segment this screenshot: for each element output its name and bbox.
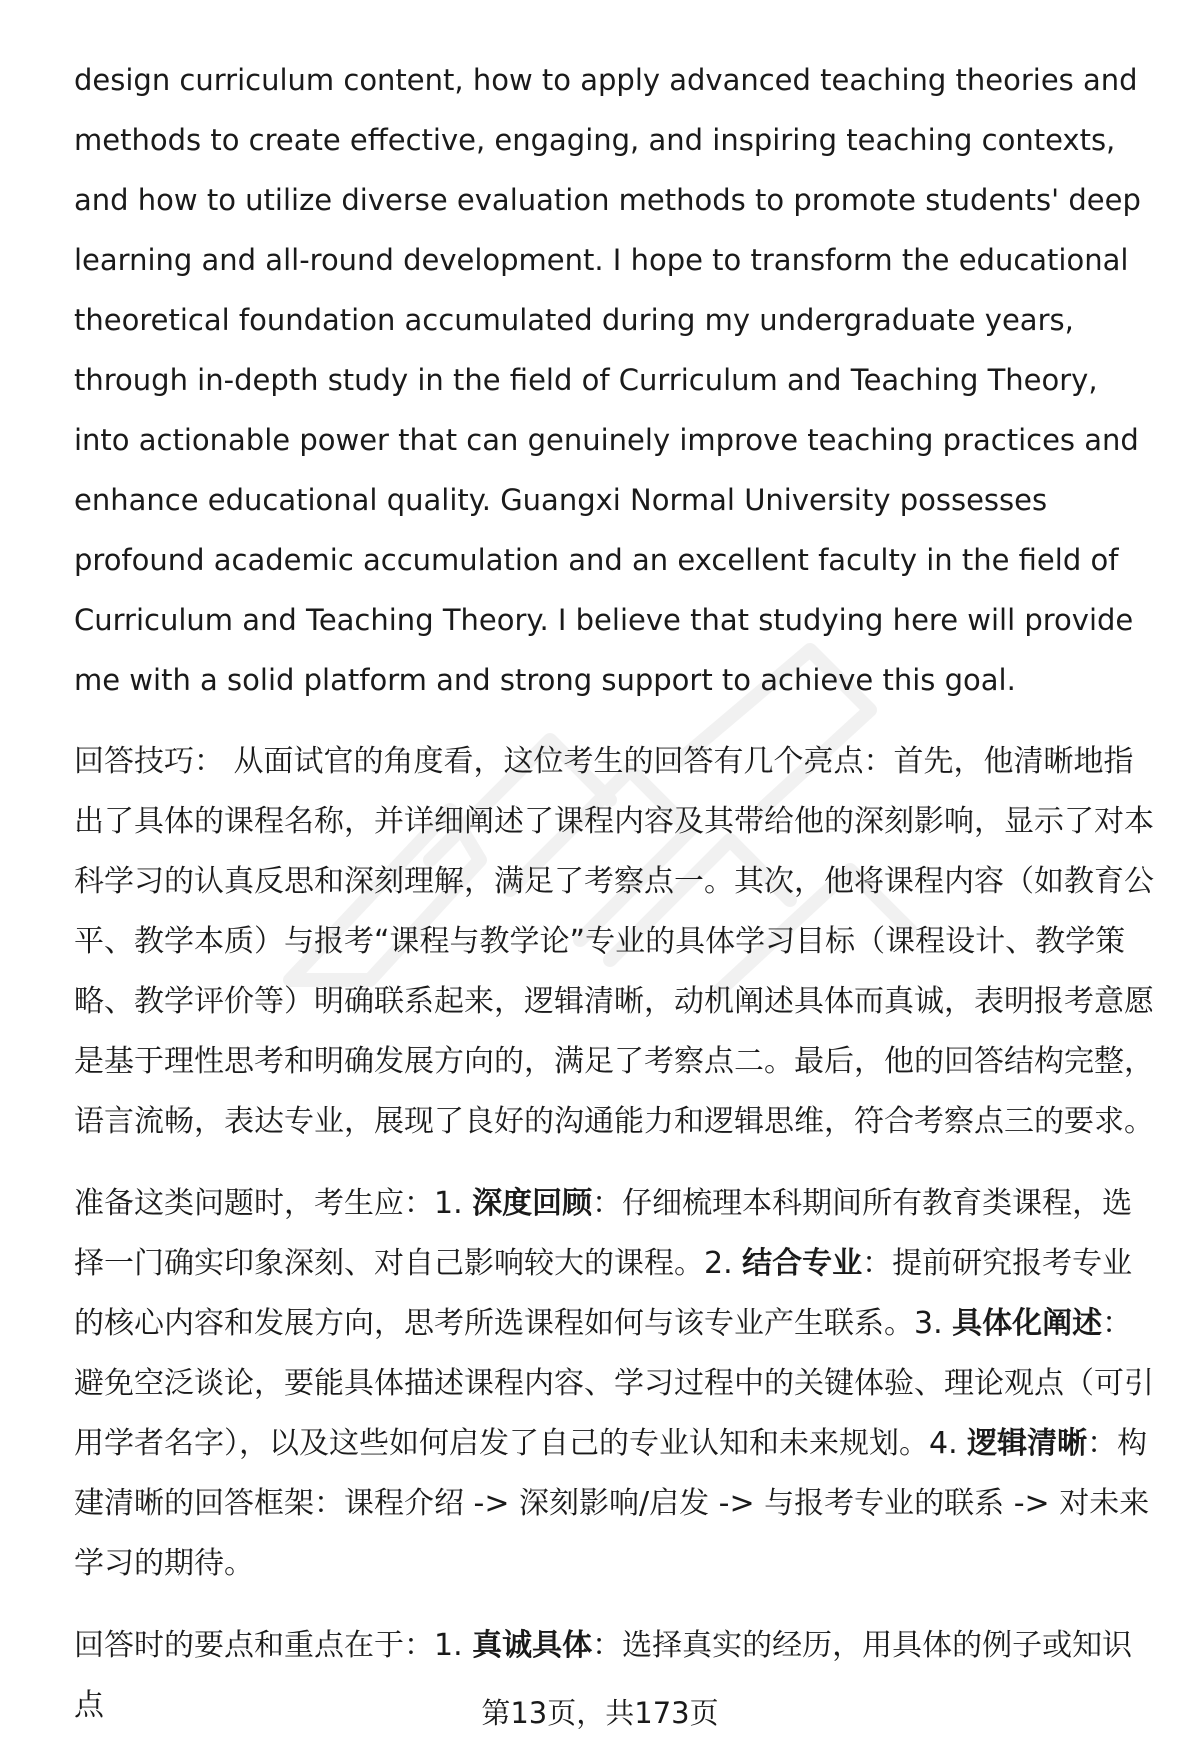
point-deep-review: 深度回顾 bbox=[472, 1186, 593, 1221]
document-page bbox=[74, 50, 1154, 1736]
point-clear-logic-text: ：构建清晰的回答框架：课程介绍 -> 深刻影响/启发 -> 与报考专业的联系 -> 对未来学习的期待。 bbox=[74, 1426, 1150, 1581]
point-combine-major: 结合专业 bbox=[742, 1246, 863, 1281]
english-paragraph: design curriculum content, how to apply advanced teaching theories and methods to create effective, engaging, and inspiring teaching contexts, and how to utilize diverse evaluation methods to promote students' deep learning and all-round development. I hope to transform the educational theoretical foundation accumulated during my undergraduate years, through in-depth study in the field of Curriculum and Teaching Theory, into actionable power that can genuinely improve teaching practices and enhance educational quality. Guangxi Normal University possesses profound academic accumulation and an excellent faculty in the field of Curriculum and Teaching Theory. I believe that studying here will provide me with a solid platform and strong support to achieve this goal. bbox=[74, 63, 1141, 697]
point-concrete-elaboration: 具体化阐述 bbox=[952, 1306, 1103, 1341]
point-concrete-elaboration-text: ：避免空泛谈论，要能具体描述课程内容、学习过程中的关键体验、理论观点（可引用学者名字），以及这些如何启发了自己的专业认知和未来规划。4. bbox=[74, 1306, 1154, 1461]
point-combine-major-text: ：提前研究报考专业的核心内容和发展方向，思考所选课程如何与该专业产生联系。3. bbox=[74, 1246, 1133, 1341]
page-footer: 第13页，共173页 bbox=[481, 1696, 719, 1730]
point-deep-review-text: ：仔细梳理本科期间所有教育类课程，选择一门确实印象深刻、对自己影响较大的课程。2. bbox=[74, 1186, 1133, 1281]
point-sincere-concrete-text: ：选择真实的经历，用具体的例子或知识点 bbox=[74, 1628, 1133, 1723]
preparation-intro: 准备这类问题时，考生应：1. bbox=[74, 1186, 473, 1221]
preparation-paragraph bbox=[74, 1174, 1154, 1594]
key-points-intro: 回答时的要点和重点在于：1. bbox=[74, 1628, 473, 1663]
point-sincere-concrete: 真诚具体 bbox=[472, 1628, 593, 1663]
answer-tips-paragraph: 回答技巧： 从面试官的角度看，这位考生的回答有几个亮点：首先，他清晰地指出了具体的课程名称，并详细阐述了课程内容及其带给他的深刻影响，显示了对本科学习的认真反思和深刻理解，满足了考察点一。其次，他将课程内容（如教育公平、教学本质）与报考“课程与教学论”专业的具体学习目标（课程设计、教学策略、教学评价等）明确联系起来，逻辑清晰，动机阐述具体而真诚，表明报考意愿是基于理性思考和明确发展方向的，满足了考察点二。最后，他的回答结构完整，语言流畅，表达专业，展现了良好的沟通能力和逻辑思维，符合考察点三的要求。 bbox=[74, 744, 1154, 1139]
point-clear-logic: 逻辑清晰 bbox=[967, 1426, 1088, 1461]
